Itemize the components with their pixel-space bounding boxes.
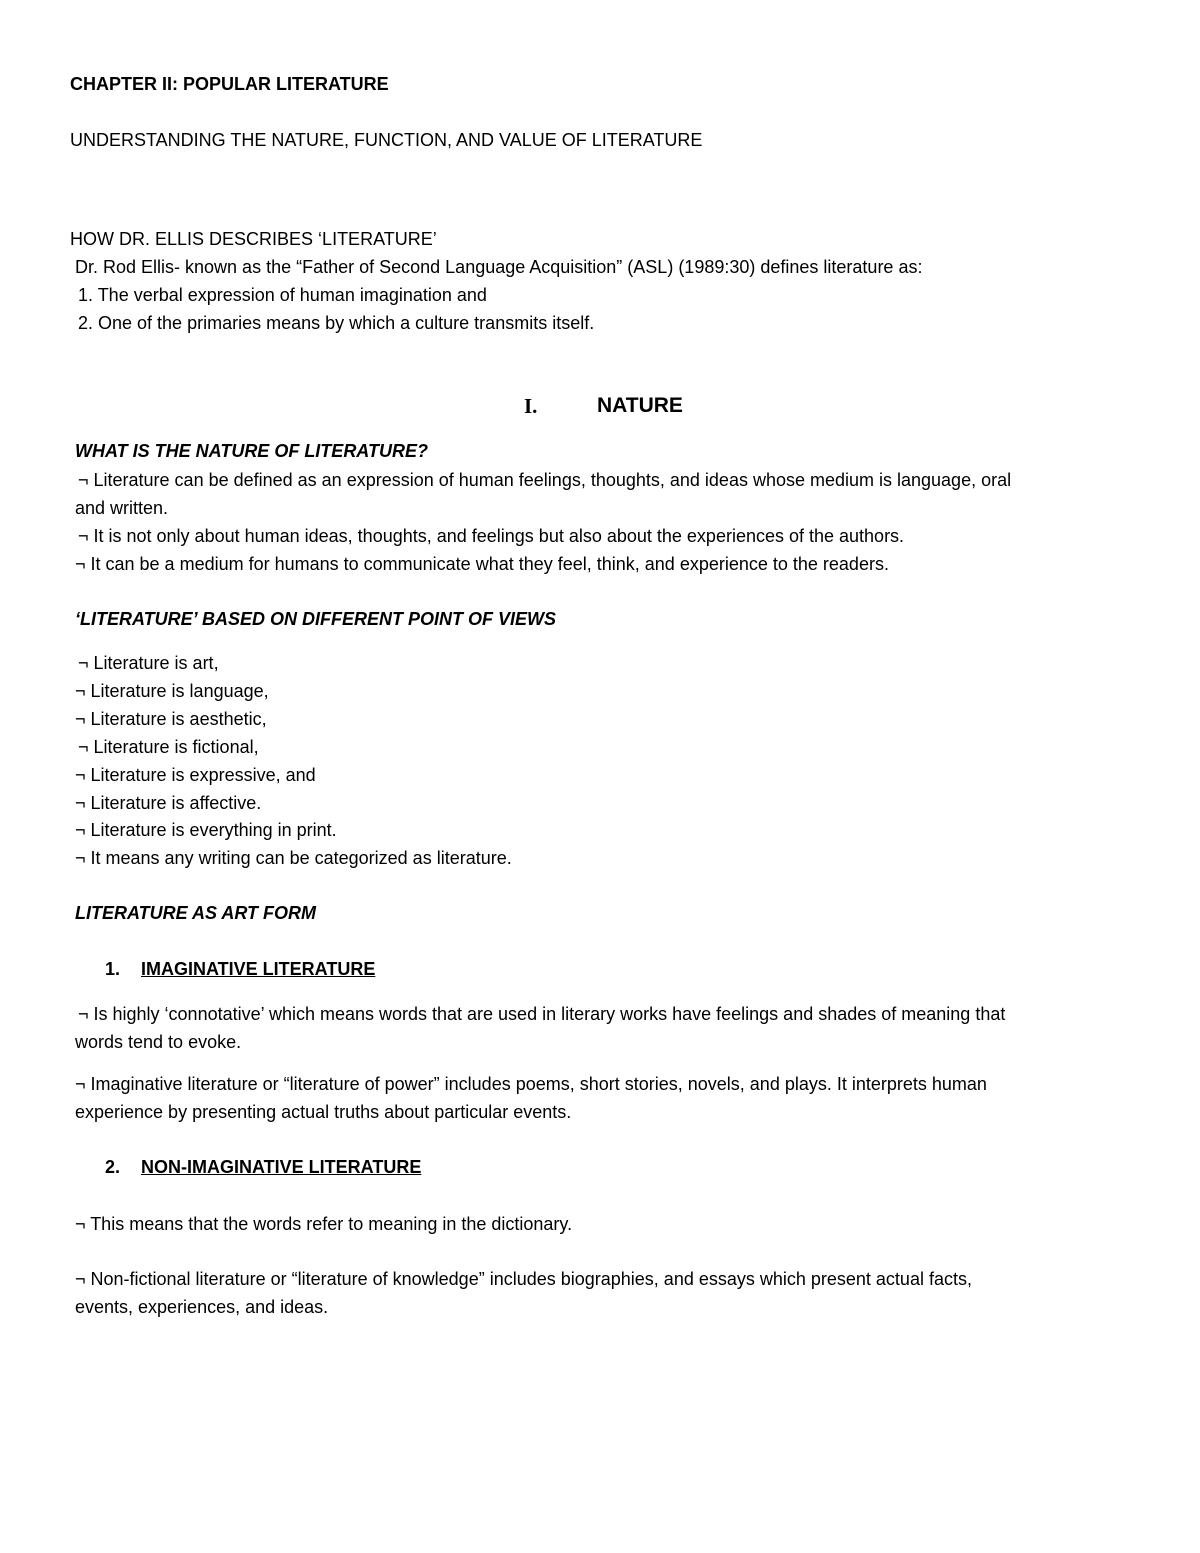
imaginative-line-3: ¬ Imaginative literature or “literature of power” includes poems, short stories, novels, and plays. It interprets human xyxy=(75,1074,987,1094)
ellis-heading: HOW DR. ELLIS DESCRIBES ‘LITERATURE’ xyxy=(70,229,437,249)
views-heading: ‘LITERATURE’ BASED ON DIFFERENT POINT OF VIEWS xyxy=(75,609,557,629)
views-item: ¬ Literature is aesthetic, xyxy=(75,709,267,729)
non-imaginative-line-1: ¬ This means that the words refer to meaning in the dictionary. xyxy=(75,1214,573,1234)
nature-line-2: and written. xyxy=(75,498,169,518)
imaginative-title: IMAGINATIVE LITERATURE xyxy=(141,959,376,979)
nature-heading: WHAT IS THE NATURE OF LITERATURE? xyxy=(75,441,428,461)
imaginative-line-2: words tend to evoke. xyxy=(75,1032,242,1052)
nature-line-3: ¬ It is not only about human ideas, thoughts, and feelings but also about the experiences of the authors. xyxy=(78,526,905,546)
non-imaginative-title: NON-IMAGINATIVE LITERATURE xyxy=(141,1157,422,1177)
views-item: ¬ It means any writing can be categorized as literature. xyxy=(75,848,512,868)
section-title: NATURE xyxy=(597,394,683,417)
ellis-item-2: 2. One of the primaries means by which a culture transmits itself. xyxy=(78,313,595,333)
document-subtitle: UNDERSTANDING THE NATURE, FUNCTION, AND VALUE OF LITERATURE xyxy=(70,130,703,150)
non-imaginative-number: 2. xyxy=(105,1157,121,1177)
imaginative-line-1: ¬ Is highly ‘connotative’ which means words that are used in literary works have feelings and shades of meaning that xyxy=(78,1004,1006,1024)
non-imaginative-line-2: ¬ Non-fictional literature or “literature of knowledge” includes biographies, and essays which present actual facts, xyxy=(75,1269,972,1289)
views-item: ¬ Literature is everything in print. xyxy=(75,820,337,840)
nature-line-4: ¬ It can be a medium for humans to communicate what they feel, think, and experience to the readers. xyxy=(75,554,889,574)
imaginative-line-4: experience by presenting actual truths about particular events. xyxy=(75,1102,572,1122)
nature-line-1: ¬ Literature can be defined as an expression of human feelings, thoughts, and ideas whose medium is language, oral xyxy=(78,470,1012,490)
ellis-intro: Dr. Rod Ellis- known as the “Father of Second Language Acquisition” (ASL) (1989:30) defines literature as: xyxy=(75,257,923,277)
views-item: ¬ Literature is fictional, xyxy=(78,737,259,757)
ellis-item-1: 1. The verbal expression of human imagination and xyxy=(78,285,487,305)
non-imaginative-line-3: events, experiences, and ideas. xyxy=(75,1297,329,1317)
views-item: ¬ Literature is language, xyxy=(75,681,269,701)
chapter-title: CHAPTER II: POPULAR LITERATURE xyxy=(70,74,389,94)
views-item: ¬ Literature is expressive, and xyxy=(75,765,316,785)
imaginative-number: 1. xyxy=(105,959,121,979)
views-item: ¬ Literature is art, xyxy=(78,653,219,673)
section-numeral: I. xyxy=(524,394,538,418)
views-item: ¬ Literature is affective. xyxy=(75,793,262,813)
art-form-heading: LITERATURE AS ART FORM xyxy=(75,903,316,923)
